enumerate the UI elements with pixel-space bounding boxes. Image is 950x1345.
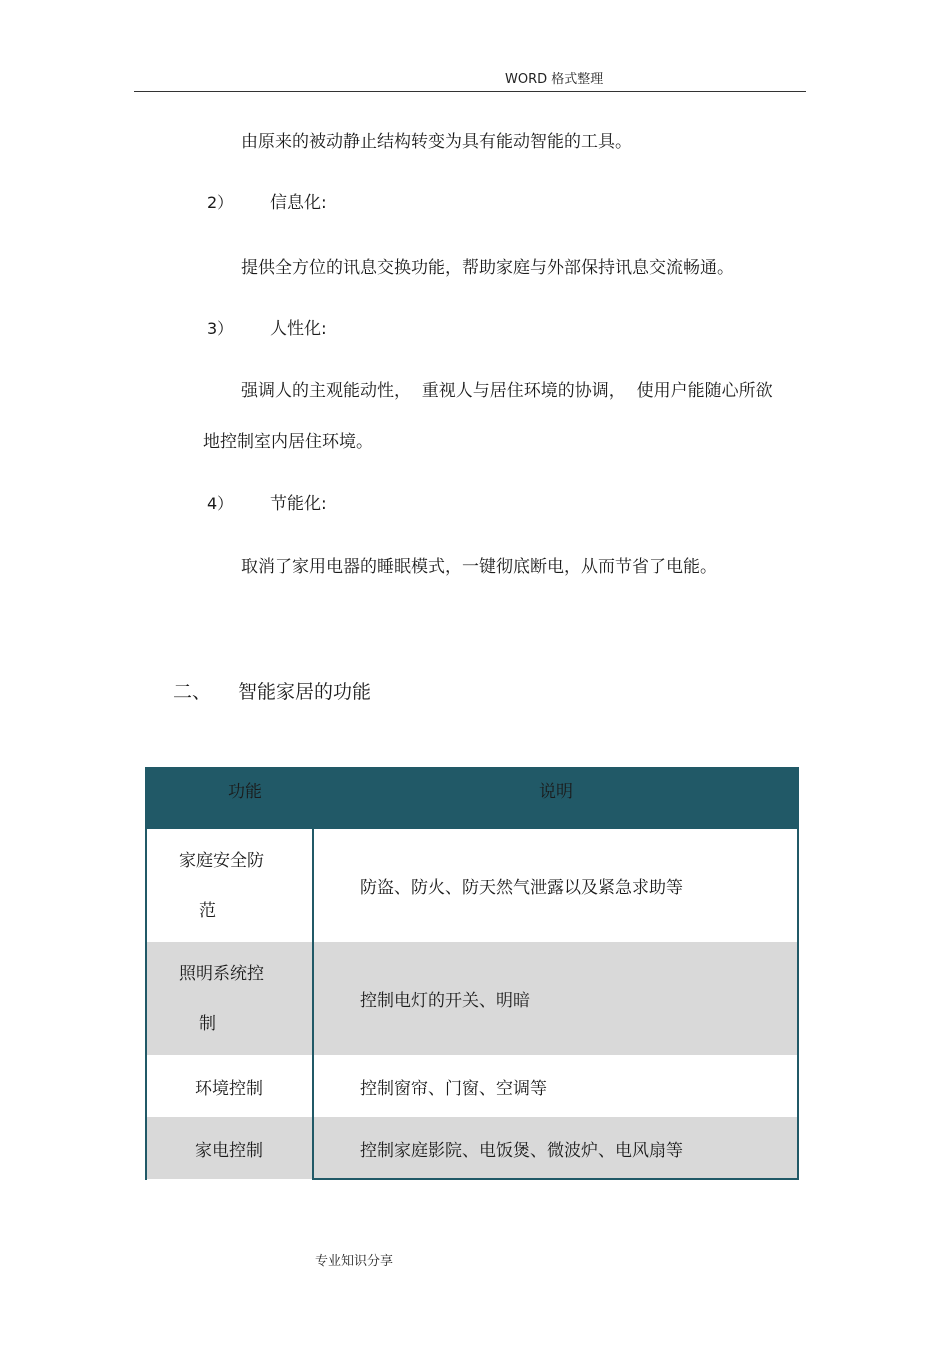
paragraph-tool-transition: 由原来的被动静止结构转变为具有能动智能的工具。: [241, 132, 632, 152]
function-label: 家电控制: [195, 1140, 263, 1161]
table-column-divider: [312, 829, 314, 1180]
table-cell-description: 控制窗帘、门窗、空调等: [360, 1078, 547, 1099]
function-label-line2: 制: [199, 1013, 216, 1034]
page-header-text: WORD 格式整理: [505, 72, 604, 87]
list-label-informatization: 信息化:: [270, 193, 327, 213]
table-cell-description: 防盗、防火、防天然气泄露以及紧急求助等: [360, 878, 683, 898]
function-label-line2: 范: [199, 900, 216, 921]
table-cell-description: 控制电灯的开关、明暗: [360, 991, 530, 1011]
table-left-border: [145, 829, 147, 1180]
table-row: [145, 1055, 799, 1117]
table-right-border: [797, 829, 799, 1180]
function-label: 环境控制: [195, 1078, 263, 1099]
section-title: 智能家居的功能: [238, 681, 372, 703]
table-row: [145, 829, 799, 942]
table-header-function: 功能: [228, 782, 262, 802]
table-cell-description: 控制家庭影院、电饭煲、微波炉、电风扇等: [360, 1140, 683, 1161]
header-divider: [134, 91, 806, 92]
list-number-4: 4）: [207, 494, 234, 513]
list-number-3: 3）: [207, 319, 234, 338]
table-row: [145, 942, 799, 1055]
list-number-2: 2）: [207, 193, 234, 212]
table-cell-function: [145, 1117, 313, 1179]
paragraph-energy-saving: 取消了家用电器的睡眠模式，一键彻底断电，从而节省了电能。: [241, 557, 717, 577]
table-cell-function: [145, 1055, 313, 1117]
table-row: [145, 1117, 799, 1179]
table-header-description: 说明: [539, 782, 573, 802]
paragraph-humanization-line1: 强调人的主观能动性， 重视人与居住环境的协调， 使用户能随心所欲: [241, 381, 773, 401]
page-footer-text: 专业知识分享: [315, 1254, 394, 1269]
table-cell-function: [145, 829, 313, 942]
function-label-line1: 家庭安全防: [179, 850, 264, 871]
list-label-humanization: 人性化:: [270, 319, 327, 339]
table-header-row: [145, 767, 799, 829]
paragraph-humanization-line2: 地控制室内居住环境。: [203, 432, 373, 452]
table-cell-function: [145, 942, 313, 1055]
list-label-energy-saving: 节能化:: [270, 494, 327, 514]
table-bottom-border: [312, 1178, 799, 1180]
section-number: 二、: [173, 681, 212, 703]
paragraph-information-exchange: 提供全方位的讯息交换功能，帮助家庭与外部保持讯息交流畅通。: [241, 258, 734, 278]
function-label-line1: 照明系统控: [179, 963, 264, 984]
